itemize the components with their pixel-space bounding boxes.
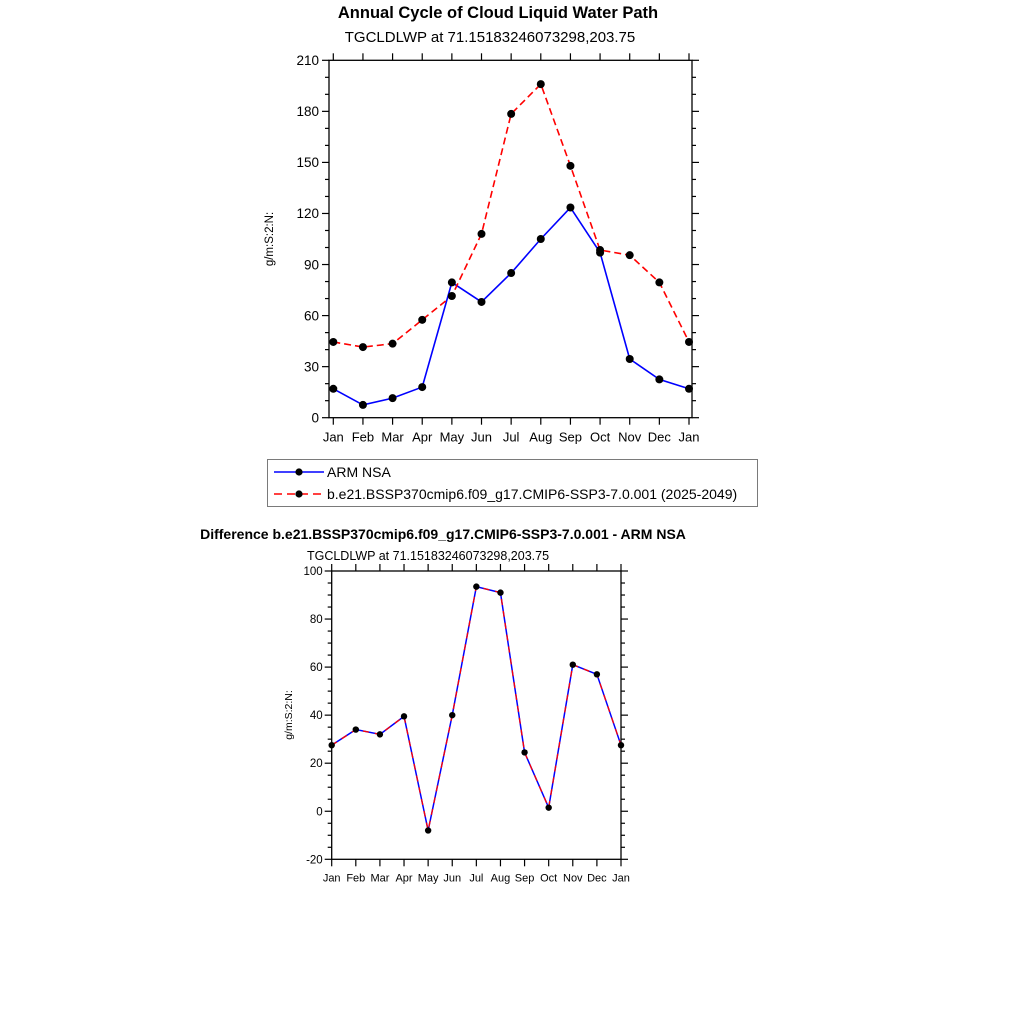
series-b-e21-bssp370cmip6-f09-g17-cmip6-ssp3-7- <box>329 80 693 351</box>
svg-text:20: 20 <box>309 758 323 771</box>
svg-text:Dec: Dec <box>647 429 671 445</box>
data-point-markers <box>329 80 693 351</box>
svg-text:60: 60 <box>303 308 319 324</box>
plot-frame <box>332 571 621 859</box>
top-chart-plot <box>250 50 720 462</box>
svg-text:30: 30 <box>303 359 319 375</box>
svg-text:Apr: Apr <box>412 429 433 445</box>
svg-text:150: 150 <box>296 155 319 171</box>
axis-ticks <box>322 53 699 424</box>
svg-text:Sep: Sep <box>558 429 583 445</box>
svg-text:Sep: Sep <box>514 872 535 885</box>
legend <box>267 459 758 507</box>
svg-text:Feb: Feb <box>346 872 366 885</box>
svg-text:Nov: Nov <box>563 872 583 885</box>
svg-text:Jul: Jul <box>502 429 520 445</box>
axis-ticks <box>325 564 628 866</box>
svg-text:Jul: Jul <box>469 872 484 885</box>
svg-text:0: 0 <box>316 806 323 819</box>
svg-text:Apr: Apr <box>395 872 413 885</box>
svg-text:Aug: Aug <box>490 872 511 885</box>
legend-label-arm-nsa: ARM NSA <box>327 464 391 480</box>
bottom-chart-title: Difference b.e21.BSSP370cmip6.f09_g17.CMIP6-SSP3-7.0.001 - ARM NSA <box>200 526 686 542</box>
legend-line-sample-solid-blue <box>273 467 325 477</box>
svg-text:Mar: Mar <box>381 429 404 445</box>
svg-text:100: 100 <box>303 566 323 579</box>
svg-text:40: 40 <box>309 710 323 723</box>
svg-text:Nov: Nov <box>618 429 642 445</box>
svg-text:60: 60 <box>309 662 323 675</box>
svg-text:Oct: Oct <box>589 429 611 445</box>
bottom-chart-subtitle: TGCLDLWP at 71.15183246073298,203.75 <box>306 549 550 563</box>
series-arm-nsa <box>329 204 693 409</box>
svg-text:120: 120 <box>296 206 319 222</box>
svg-text:-20: -20 <box>306 854 323 867</box>
svg-text:0: 0 <box>311 410 319 426</box>
legend-row-model <box>268 483 757 505</box>
svg-text:Dec: Dec <box>587 872 607 885</box>
top-chart-title: Annual Cycle of Cloud Liquid Water Path <box>337 4 659 22</box>
bottom-chart-y-axis-label: g/m:S:2:N: <box>283 690 295 740</box>
legend-row-arm-nsa <box>268 461 757 483</box>
svg-text:Jan: Jan <box>322 872 341 885</box>
axis-tick-labels <box>296 53 699 445</box>
data-point-markers <box>329 583 625 833</box>
axis-tick-labels <box>304 566 630 884</box>
svg-text:Jan: Jan <box>678 429 700 445</box>
svg-text:Oct: Oct <box>540 872 558 885</box>
bottom-chart-plot <box>260 560 660 895</box>
svg-text:Feb: Feb <box>351 429 375 445</box>
svg-text:May: May <box>417 872 439 885</box>
legend-label-model: b.e21.BSSP370cmip6.f09_g17.CMIP6-SSP3-7.0.001 (2025-2049) <box>327 486 738 502</box>
svg-text:Jan: Jan <box>322 429 344 445</box>
svg-text:May: May <box>439 429 465 445</box>
svg-text:Jun: Jun <box>443 872 462 885</box>
svg-text:Jun: Jun <box>471 429 492 445</box>
top-chart-subtitle: TGCLDLWP at 71.15183246073298,203.75 <box>344 29 636 46</box>
svg-text:Aug: Aug <box>529 429 553 445</box>
svg-text:210: 210 <box>296 53 319 69</box>
legend-line-sample-dashed-red <box>273 489 325 499</box>
top-chart-y-axis-label: g/m:S:2:N: <box>264 211 276 267</box>
svg-text:80: 80 <box>309 614 323 627</box>
data-point-markers <box>329 204 693 409</box>
svg-text:Mar: Mar <box>370 872 390 885</box>
series-b-e21-bssp370cmip6-f09-g17-cmip6-ssp3-7- <box>329 583 625 833</box>
svg-text:Jan: Jan <box>612 872 630 885</box>
svg-text:90: 90 <box>303 257 319 273</box>
svg-text:180: 180 <box>296 104 319 120</box>
